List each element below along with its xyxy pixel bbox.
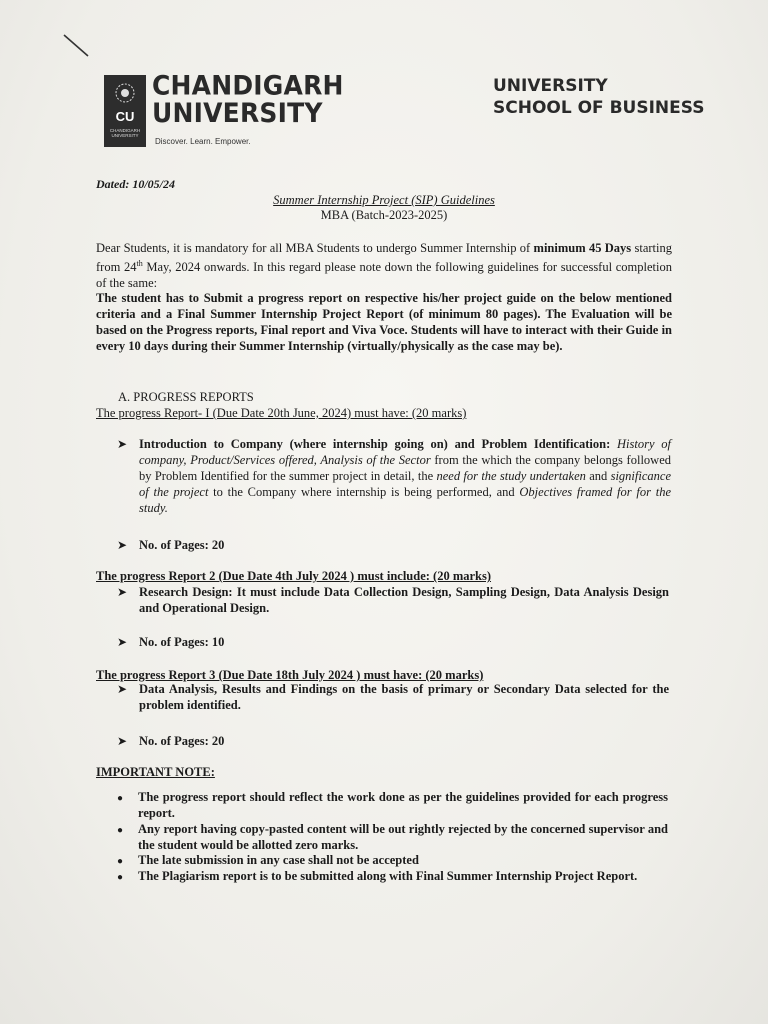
pen-stroke-mark (62, 32, 92, 62)
school-name: UNIVERSITY SCHOOL OF BUSINESS (493, 76, 705, 118)
arrow-bullet-icon: ➤ (117, 585, 128, 599)
intro-paragraph: Dear Students, it is mandatory for all MBA Students to undergo Summer Internship of minimum 45 Days starting from 24th May, 2024 onwards. In this regard please note down the following guidelines for successful completion of the same: (96, 241, 672, 291)
bullet-icon: ● (117, 856, 124, 867)
report1-pages: No. of Pages: 20 (139, 538, 225, 552)
report2-heading: The progress Report 2 (Due Date 4th July 2024 ) must include: (20 marks) (96, 569, 492, 583)
important-note-heading: IMPORTANT NOTE: (96, 765, 215, 779)
title-batch: MBA (Batch-2023-2025) (320, 208, 448, 222)
bullet-icon: ● (117, 825, 124, 836)
arrow-bullet-icon: ➤ (117, 437, 128, 451)
note-item: Any report having copy-pasted content will be out rightly rejected by the concerned supervisor and the student would be allotted zero marks. (138, 822, 668, 852)
arrow-bullet-icon: ➤ (117, 635, 128, 649)
arrow-bullet-icon: ➤ (117, 538, 128, 552)
report1-item: Introduction to Company (where internship going on) and Problem Identification: History of company, Product/Services offered, Analysis of the Sector from the which the company belongs followed by Problem Identified for the summer project in detail, the need for the study undertaken and significance of the project to the Company where internship is being performed, and Objectives framed for for the study. (139, 437, 671, 515)
document-title (0, 193, 768, 223)
submission-paragraph: The student has to Submit a progress report on respective his/her project guide on the below mentioned criteria and a Final Summer Internship Project Report (of minimum 80 pages). The Evaluation will be based on the Progress reports, Final report and Viva Voce. Students will have to interact with their Guide in every 10 days during their Summer Internship (virtually/physically as the case may be). (96, 291, 672, 353)
report2-pages: No. of Pages: 10 (139, 635, 225, 649)
university-logo (104, 75, 146, 147)
bullet-icon: ● (117, 793, 124, 804)
section-a-heading: A. PROGRESS REPORTS (118, 390, 254, 404)
report1-heading: The progress Report- I (Due Date 20th June, 2024) must have: (20 marks) (96, 406, 467, 420)
logo-abbr: CU (115, 109, 135, 124)
note-item: The late submission in any case shall not be accepted (138, 853, 419, 867)
tagline: Discover. Learn. Empower. (155, 137, 251, 146)
bullet-icon: ● (117, 872, 124, 883)
arrow-bullet-icon: ➤ (117, 734, 128, 748)
university-name: CHANDIGARH UNIVERSITY (152, 70, 344, 129)
note-item: The Plagiarism report is to be submitted along with Final Summer Internship Project Report. (138, 869, 638, 883)
report2-item: Research Design: It must include Data Collection Design, Sampling Design, Data Analysis Design and Operational Design. (139, 585, 669, 615)
report3-item: Data Analysis, Results and Findings on the basis of primary or Secondary Data selected for the problem identified. (139, 682, 669, 712)
emblem-icon (113, 81, 137, 105)
note-item: The progress report should reflect the work done as per the guidelines provided for each progress report. (138, 790, 668, 820)
title-main: Summer Internship Project (SIP) Guidelines (273, 193, 495, 207)
arrow-bullet-icon: ➤ (117, 682, 128, 696)
report3-pages: No. of Pages: 20 (139, 734, 225, 748)
date-line: Dated: 10/05/24 (96, 177, 175, 191)
logo-sub: CHANDIGARH UNIVERSITY (109, 128, 141, 138)
report3-heading: The progress Report 3 (Due Date 18th July 2024 ) must have: (20 marks) (96, 668, 484, 682)
